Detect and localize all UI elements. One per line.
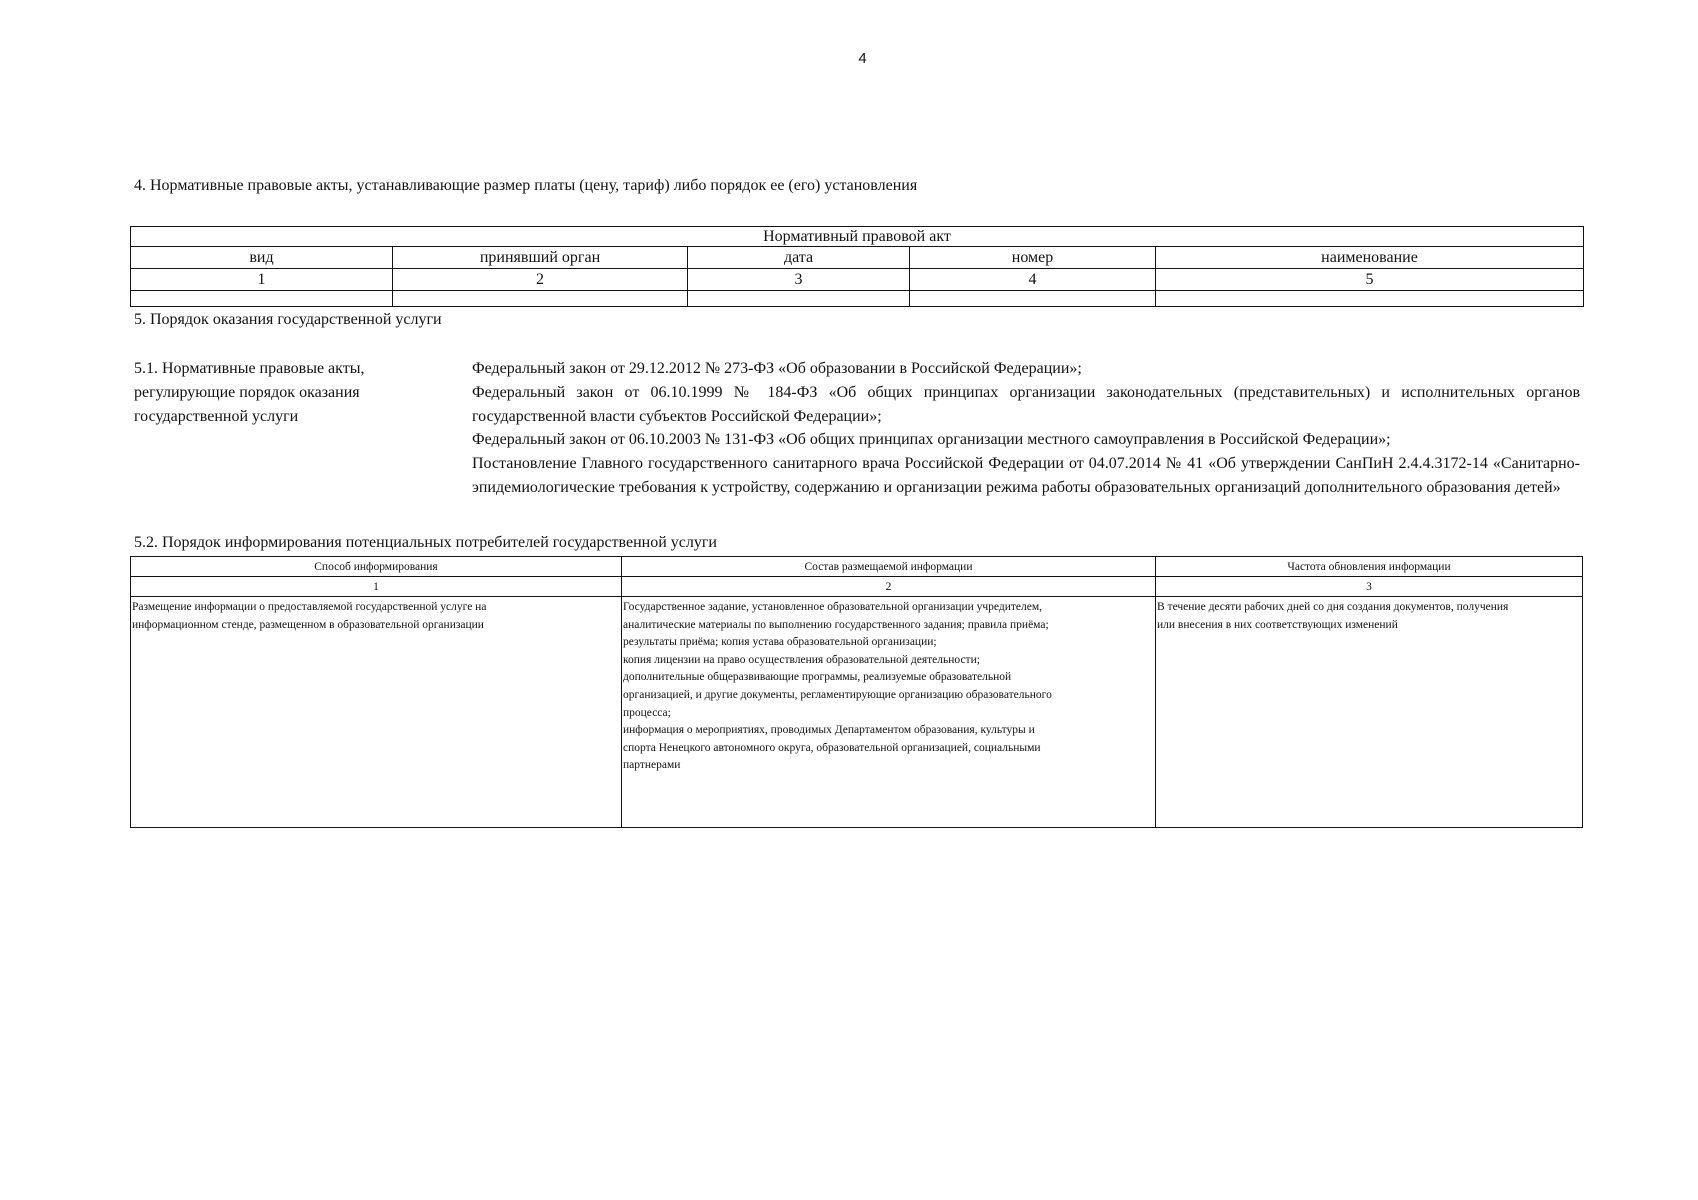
section-5-2-heading: 5.2. Порядок информирования потенциальных потребителей государственной услуги — [134, 534, 717, 551]
column-number: 5 — [1156, 269, 1584, 291]
empty-cell — [910, 291, 1156, 307]
normative-acts-table — [130, 226, 1584, 307]
empty-cell — [688, 291, 910, 307]
informing-method-cell: Размещение информации о предоставляемой государственной услуге на информационном стенде, размещенном в образовательной организации — [131, 597, 622, 828]
informing-content-cell: Государственное задание, установленное образовательной организации учредителем, аналитические материалы по выполнению государственного задания; правила приёма; результаты приёма; копия устава образовательной организации; копия лицензии на право осуществления образовательной деятельности; дополнительные общеразвивающие программы, реализуемые образовательной организацией, и другие документы, регламентирующие организацию образовательного процесса; информация о мероприятиях, проводимых Департаментом образования, культуры и спорта Ненецкого автономного округа, образовательной организацией, социальными партнерами — [622, 597, 1156, 828]
column-number: 1 — [131, 577, 622, 597]
column-number: 2 — [622, 577, 1156, 597]
section-5-1-acts — [472, 357, 1580, 500]
column-number: 4 — [910, 269, 1156, 291]
column-number: 3 — [688, 269, 910, 291]
section-4-heading: 4. Нормативные правовые акты, устанавливающие размер платы (цену, тариф) либо порядок ее (его) установления — [134, 177, 918, 194]
legal-act: Федеральный закон от 06.10.2003 № 131-ФЗ «Об общих принципах организации местного самоуправления в Российской Федерации»; — [472, 431, 1391, 449]
section-5-heading: 5. Порядок оказания государственной услуги — [134, 311, 442, 328]
informing-frequency-cell: В течение десяти рабочих дней со дня создания документов, получения или внесения в них соответствующих изменений — [1156, 597, 1583, 828]
page-number: 4 — [858, 50, 867, 67]
column-header-date: дата — [688, 247, 910, 269]
table-group-header: Нормативный правовой акт — [131, 227, 1584, 247]
column-header-name: наименование — [1156, 247, 1584, 269]
legal-act: Постановление Главного государственного санитарного врача Российской Федерации от 04.07.2014 № 41 «Об утверждении СанПиН 2.4.4.3172-14 «Санитарно-эпидемиологические требования к устройству, содержанию и организации режима работы образовательных организаций дополнительного образования детей» — [472, 455, 1580, 496]
empty-cell — [1156, 291, 1584, 307]
table-row — [131, 597, 1583, 828]
column-number: 2 — [393, 269, 688, 291]
legal-act: Федеральный закон от 06.10.1999 № 184-ФЗ «Об общих принципах организации законодательных (представительных) и исполнительных органов государственной власти субъектов Российской Федерации»; — [472, 383, 1580, 425]
informing-table — [130, 556, 1583, 828]
column-header-frequency: Частота обновления информации — [1156, 557, 1583, 577]
column-number: 1 — [131, 269, 393, 291]
section-5-1-label: 5.1. Нормативные правовые акты, регулирующие порядок оказания государственной услуги — [134, 360, 365, 425]
column-header-content: Состав размещаемой информации — [622, 557, 1156, 577]
empty-cell — [393, 291, 688, 307]
column-header-method: Способ информирования — [131, 557, 622, 577]
column-number: 3 — [1156, 577, 1583, 597]
legal-act: Федеральный закон от 29.12.2012 № 273-ФЗ «Об образовании в Российской Федерации»; — [472, 360, 1082, 377]
column-header-number: номер — [910, 247, 1156, 269]
column-header-type: вид — [131, 247, 393, 269]
column-header-authority: принявший орган — [393, 247, 688, 269]
empty-cell — [131, 291, 393, 307]
